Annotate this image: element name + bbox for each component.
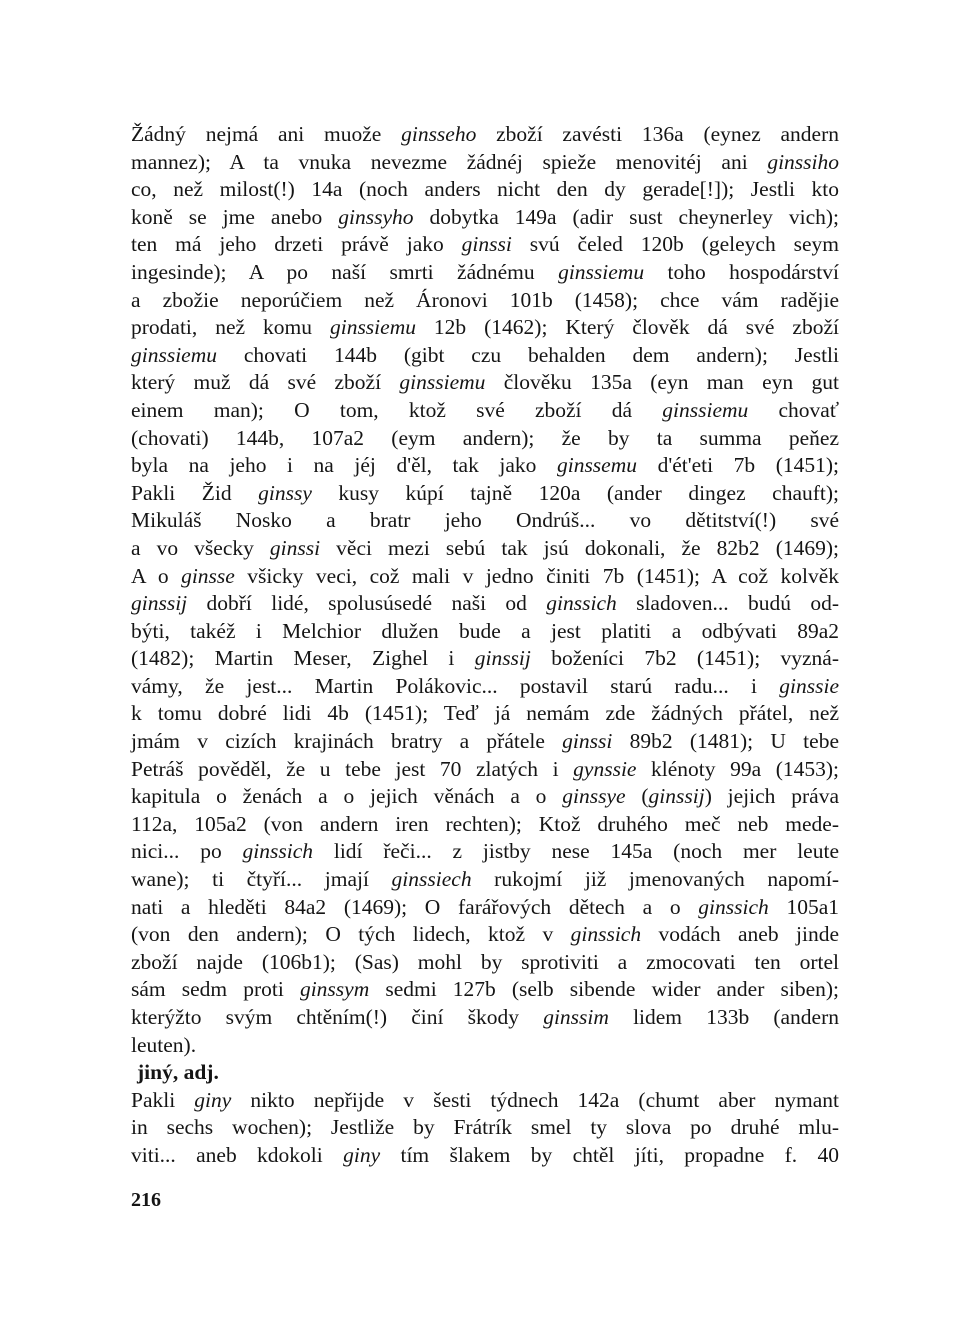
text-segment: nici... po (131, 839, 243, 864)
italic-word: ginsse (181, 563, 235, 588)
italic-word: ginssiemu (558, 259, 645, 284)
text-line (131, 590, 839, 618)
italic-word: ginssye (562, 784, 626, 809)
text-segment: zboží zavésti 136a (eynez andern (476, 122, 839, 146)
text-segment: mannez); A ta vnuka nevezme žádnéj spieže menovitéj ani (131, 149, 768, 174)
italic-word: ginssij (474, 646, 531, 671)
text-line (131, 121, 839, 149)
text-segment: einem man); O tom, ktož své zboží dá (131, 397, 663, 422)
text-segment: 105a1 (768, 894, 839, 919)
italic-word: ginssij (648, 784, 705, 809)
text-segment: d'ét'eti 7b (1451); (637, 453, 839, 478)
text-line (131, 287, 839, 315)
text-line (131, 976, 839, 1004)
text-line (131, 480, 839, 508)
text-segment: 112a, 105a2 (von andern iren rechten); Ktož druhého meč neb mede- (131, 811, 839, 836)
italic-word: ginssi (269, 535, 321, 560)
text-line (131, 949, 839, 977)
text-segment: chovati 144b (gibt czu behalden dem andern); Jestli (217, 342, 839, 367)
entry-headword-line (131, 1059, 839, 1087)
text-line (131, 618, 839, 646)
text-segment: Mikuláš Nosko a bratr jeho Ondrúš... vo dětitství(!) své (131, 508, 839, 533)
text-line (131, 507, 839, 535)
italic-word: ginssiemu (329, 315, 416, 340)
text-segment: a zbožie neporúčiem než Áronovi 101b (1458); chce vám radějie (131, 287, 839, 312)
text-segment: Pakli (131, 1087, 195, 1112)
italic-word: ginssi (461, 232, 512, 257)
text-segment: svú čeled 120b (geleych seym (511, 232, 839, 257)
text-line (131, 866, 839, 894)
text-segment: jiný, adj. (137, 1060, 219, 1085)
text-line (131, 204, 839, 232)
text-segment: rukojmí již jmenovaných napomí- (471, 867, 840, 892)
text-line (131, 811, 839, 839)
text-line (131, 231, 839, 259)
text-line (131, 452, 839, 480)
text-segment: sedmi 127b (selb sibende wider ander siben); (369, 977, 839, 1002)
text-line (131, 1114, 839, 1142)
text-segment: Pakli Žid (131, 480, 259, 505)
text-segment: kterýžto svým chtěním(!) činí škody (131, 1005, 544, 1029)
italic-word: gynssie (573, 756, 637, 781)
text-segment: dobří lidé, spolusúsedé naši od (187, 591, 547, 616)
italic-word: ginssie (779, 673, 839, 698)
text-segment: sladoven... budú od- (616, 591, 839, 616)
text-segment: toho hospodárství (644, 259, 840, 284)
text-line (131, 397, 839, 425)
italic-word: ginssym (299, 977, 370, 1002)
text-segment: in sechs wochen); Jestliže by Frátrík smel ty slova po druhé mlu- (131, 1115, 839, 1140)
text-segment: člověku 135a (eyn man eyn gut (485, 370, 839, 395)
text-line (131, 369, 839, 397)
text-line (131, 176, 839, 204)
text-line (131, 425, 839, 453)
text-line (131, 535, 839, 563)
italic-word: ginsseho (401, 122, 477, 146)
page-number: 216 (131, 1189, 161, 1211)
text-line (131, 342, 839, 370)
text-line (131, 673, 839, 701)
text-segment: tím šlakem by chtěl jíti, propadne f. 40 (380, 1142, 840, 1167)
text-segment: k tomu dobré lidi 4b (1451); Teď já nemám zde žádných přátel, než (131, 701, 839, 726)
text-segment: věci mezi sebú tak jsú dokonali, že 82b2 (1469); (320, 535, 839, 560)
text-line (131, 728, 839, 756)
text-segment: Žádný nejmá ani muože (131, 122, 402, 146)
text-segment: ingesinde); A po naší smrti žádnému (131, 259, 559, 284)
dictionary-entry-text (131, 121, 839, 1170)
italic-word: ginssiemu (131, 342, 217, 367)
text-segment: byla na jeho i na jéj d'ěl, tak jako (131, 453, 557, 478)
text-segment: ) jejich práva (704, 784, 839, 809)
italic-word: ginssich (570, 922, 642, 947)
text-segment: kapitula o ženách a o jejich věnách a o (131, 784, 563, 809)
italic-word: ginssyho (338, 204, 414, 229)
text-segment: nati a hleděti 84a2 (1469); O farářových dětech a o (131, 894, 699, 919)
text-line (131, 894, 839, 922)
text-line (131, 149, 839, 177)
text-segment: jmám v cizích krajinách bratry a přátele (131, 729, 563, 754)
text-line (131, 1032, 839, 1060)
text-segment: klénoty 99a (1453); (636, 756, 840, 781)
text-segment: který muž dá své zboží (131, 370, 400, 395)
italic-word: ginssiho (767, 149, 839, 174)
italic-word: giny (194, 1087, 232, 1112)
text-segment: 89b2 (1481); U tebe (612, 729, 839, 754)
text-line (131, 314, 839, 342)
text-line (131, 1087, 839, 1115)
italic-word: ginssich (698, 894, 769, 919)
text-segment: ten má jeho drzeti právě jako (131, 232, 462, 257)
text-line (131, 1004, 839, 1032)
text-line (131, 645, 839, 673)
text-line (131, 700, 839, 728)
italic-word: ginssi (562, 729, 613, 754)
text-segment: co, než milost(!) 14a (noch anders nicht den dy gerade[!]); Jestli kto (131, 177, 839, 202)
italic-word: ginssemu (556, 453, 637, 478)
text-segment: viti... aneb kdokoli (131, 1142, 344, 1167)
text-segment: prodati, než komu (131, 315, 330, 340)
text-segment: všicky veci, což mali v jedno činiti 7b (1451); A což kolvěk (234, 563, 839, 588)
italic-word: ginssich (546, 591, 617, 616)
text-line (131, 259, 839, 287)
text-segment: koně se jme anebo (131, 204, 339, 229)
text-segment: sám sedm proti (131, 977, 300, 1002)
text-segment: nikto nepřijde v šesti týdnech 142a (chumt aber nymant (231, 1087, 839, 1112)
italic-word: ginssij (131, 591, 188, 616)
text-segment: (1482); Martin Meser, Zighel i (131, 646, 475, 671)
italic-word: ginssim (543, 1005, 609, 1029)
text-line (131, 756, 839, 784)
text-segment: wane); ti čtyří... jmají (131, 867, 392, 892)
text-segment: býti, takéž i Melchior dlužen bude a jest platiti a odbývati 89a2 (131, 618, 839, 643)
text-segment: chovať (748, 397, 839, 422)
italic-word: ginssich (242, 839, 314, 864)
text-segment: dobytka 149a (adir sust cheynerley vich); (413, 204, 839, 229)
italic-word: giny (343, 1142, 381, 1167)
text-segment: leuten). (131, 1032, 197, 1057)
text-segment: boženíci 7b2 (1451); vyzná- (530, 646, 839, 671)
text-line (131, 838, 839, 866)
text-segment: lidem 133b (andern (608, 1005, 840, 1029)
text-segment: 12b (1462); Který člověk dá své zboží (415, 315, 839, 340)
text-line (131, 783, 839, 811)
text-line (131, 1142, 839, 1170)
text-segment: kusy kúpí tajně 120a (ander dingez chauft); (311, 480, 839, 505)
italic-word: ginssiemu (399, 370, 486, 395)
text-segment: a vo všecky (131, 535, 270, 560)
text-line (131, 563, 839, 591)
text-segment: vámy, že jest... Martin Polákovic... postavil starú radu... i (131, 673, 780, 698)
text-segment: (von den andern); O tých lidech, ktož v (131, 922, 571, 947)
text-segment: lidí řeči... z jistby nese 145a (noch mer leute (313, 839, 839, 864)
text-line (131, 921, 839, 949)
text-segment: ( (625, 784, 649, 809)
text-segment: zboží najde (106b1); (Sas) mohl by sprotiviti a zmocovati ten ortel (131, 949, 839, 974)
italic-word: ginssiemu (662, 397, 749, 422)
text-segment: Petráš pověděl, že u tebe jest 70 zlatých i (131, 756, 574, 781)
italic-word: ginssiech (391, 867, 472, 892)
text-segment: vodách aneb jinde (641, 922, 839, 947)
italic-word: ginssy (258, 480, 312, 505)
text-segment: (chovati) 144b, 107a2 (eym andern); že by ta summa peňez (131, 425, 839, 450)
text-segment: A o (131, 563, 182, 588)
